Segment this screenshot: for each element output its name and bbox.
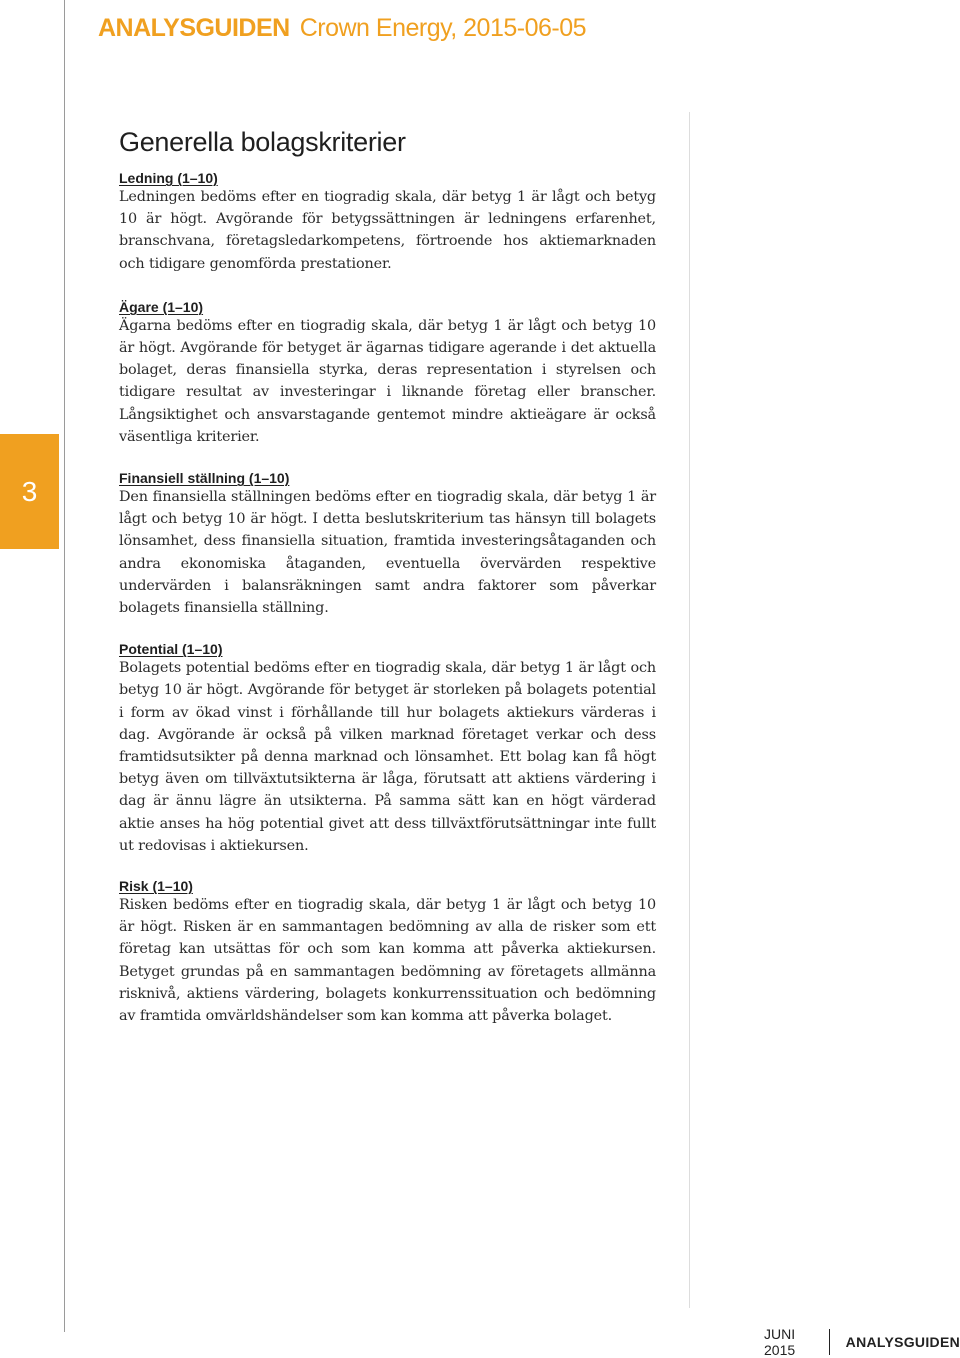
section-text: Den finansiella ställningen bedöms efter en tiogradig skala, där betyg 1 är lågt och betyg 10 är högt. I detta beslutskriterium tas hänsyn till bolagets lönsamhet, dess finansiella situation, framtida investeringsåtaganden och andra ekonomiska åtaganden, eventuella övervärden respektive undervärden i balansräkningen samt andra faktorer som påverkar bolagets finansiella ställning. xyxy=(119,489,656,617)
section-text: Ägarna bedöms efter en tiogradig skala, där betyg 1 är lågt och betyg 10 är högt. Avgörande för betyget är ägarnas tidigare agerande i det aktuella bolaget, deras finansiella styrka, deras representation i styrelsen och tidigare resultat av investeringar i liknande företag eller branscher. Långsiktighet och ansvarstagande gentemot mindre aktieägare är också väsentliga kriterier. xyxy=(119,317,656,445)
section-agare xyxy=(119,299,656,448)
section-heading: Risk (1–10) xyxy=(119,878,193,895)
section-text: Risken bedöms efter en tiogradig skala, där betyg 1 är lågt och betyg 10 är högt. Risken är en sammantagen bedömning av alla de risker som ett företag kan utsättas för och som kan komma att påverka aktiekursen. Betyget grundas på en sammantagen bedömning av företagets allmänna risknivå, aktiens värdering, bolagets konkurrenssituation och bedömning av framtida omvärldshändelser som kan komma att påverka bolaget. xyxy=(119,897,656,1025)
left-margin-rule xyxy=(64,0,65,1332)
document-header xyxy=(98,14,586,43)
main-content xyxy=(119,127,656,1027)
section-text: Bolagets potential bedöms efter en tiogradig skala, där betyg 1 är lågt och betyg 10 är högt. Avgörande för betyget är storleken på bolagets potential i form av ökad vinst i förhållande till hur bolagets aktiekurs värderas i dag. Avgörande är också på vilken marknad företaget verkar och dess framtidsutsikter på denna marknad och lönsamhet. Ett bolag kan få högt betyg även om tillväxtutsikterna är låga, förutsatt att aktiens värdering i dag är ännu lägre än utsikterna. På samma sätt kan en högt värderad aktie anses ha hög potential givet att dess tillväxtförutsättningar inte fullt ut redovisas i aktiekursen. xyxy=(119,660,656,854)
section-risk xyxy=(119,878,656,1027)
page-section-tab xyxy=(0,434,59,549)
footer-divider xyxy=(829,1329,830,1355)
section-ledning xyxy=(119,170,656,275)
section-heading: Finansiell ställning (1–10) xyxy=(119,470,290,487)
page-section-number: 3 xyxy=(21,475,38,507)
section-heading: Ledning (1–10) xyxy=(119,170,218,186)
header-brand: ANALYSGUIDEN xyxy=(98,14,290,42)
right-margin-rule xyxy=(689,112,690,1308)
footer-date: JUNI 2015 xyxy=(764,1326,796,1358)
page-footer xyxy=(764,1326,960,1358)
section-finansiell-stallning xyxy=(119,470,656,619)
section-heading: Potential (1–10) xyxy=(119,641,223,658)
section-text: Ledningen bedöms efter en tiogradig skala, där betyg 1 är lågt och betyg 10 är högt. Avgörande för betygssättningen är ledningens erfarenhet, branschvana, företagsledarkompetens, förtroende hos aktiemarknaden och tidigare genomförda prestationer. xyxy=(119,189,656,272)
section-potential xyxy=(119,641,656,857)
header-subtitle: Crown Energy, 2015-06-05 xyxy=(299,14,587,42)
page-title: Generella bolagskriterier xyxy=(119,127,406,157)
section-heading: Ägare (1–10) xyxy=(119,298,204,315)
footer-brand: ANALYSGUIDEN xyxy=(845,1334,960,1350)
